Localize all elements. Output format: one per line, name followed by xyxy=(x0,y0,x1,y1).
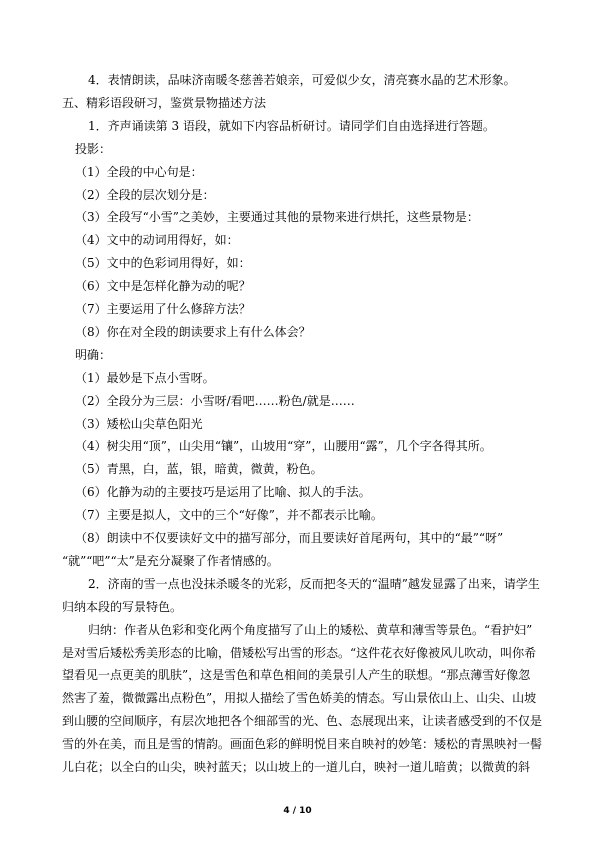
text-line: （5）文中的色彩词用得好，如： xyxy=(75,256,251,270)
text-line: 到山腰的空间顺序，有层次地把各个细部雪的光、色、态展现出来，让读者感受到的不仅是 xyxy=(62,714,543,728)
text-line: （5）青黑，白，蓝，银，暗黄，微黄，粉色。 xyxy=(75,462,323,476)
text-line: （8）你在对全段的朗读要求上有什么体会？ xyxy=(75,325,311,339)
text-line: “就”“吧”“太”是充分凝聚了作者情感的。 xyxy=(62,554,279,568)
text-line: 雪的外在美，而且是雪的情韵。画面色彩的鲜明悦目来自映衬的妙笔：矮松的青黑映衬一髻 xyxy=(62,737,543,751)
text-line: （6）文中是怎样化静为动的呢？ xyxy=(75,279,251,293)
text-line: 2．济南的雪一点也没抹杀暖冬的光彩，反而把冬天的“温晴”越发显露了出来，请学生 xyxy=(88,577,540,591)
text-line: （4）树尖用“顶”，山尖用“镶”，山坡用“穿”，山腰用“露”，几个字各得其所。 xyxy=(75,439,492,453)
page-number: 4 / 10 xyxy=(283,806,312,816)
text-line: （4）文中的动词用得好，如： xyxy=(75,233,239,247)
text-line: 投影： xyxy=(75,142,112,156)
text-line: 4．表情朗读，品味济南暖冬慈善若娘亲，可爱似少女，清亮赛水晶的艺术形象。 xyxy=(88,73,516,87)
text-line: （3）全段写“小雪”之美妙，主要通过其他的景物来进行烘托，这些景物是： xyxy=(75,210,479,224)
text-line: 然害了羞，微微露出点粉色”，用拟人描绘了雪色娇美的情态。写山景依山上、山尖、山坡 xyxy=(62,691,537,705)
text-line: （3）矮松山尖草色阳光 xyxy=(75,417,203,431)
text-line: 1．齐声诵读第 3 语段，就如下内容品析研讨。请同学们自由选择进行答题。 xyxy=(88,119,495,133)
text-line: （1）全段的中心句是： xyxy=(75,165,203,179)
text-line: （1）最妙是下点小雪呀。 xyxy=(75,371,215,385)
text-line: 望看见一点更美的肌肤”，这是雪色和草色相间的美景引人产生的联想。“那点薄雪好像忽 xyxy=(62,668,531,682)
section-heading: 五、精彩语段研习，鉴赏景物描述方法 xyxy=(62,96,267,110)
text-line: （7）主要是拟人，文中的三个“好像”，并不都表示比喻。 xyxy=(75,508,383,522)
text-line: 归纳本段的写景特色。 xyxy=(62,600,183,614)
text-line: （2）全段分为三层：小雪呀/看吧……粉色/就是…… xyxy=(75,394,355,408)
text-line: 明确： xyxy=(75,348,112,362)
text-line: （6）化静为动的主要技巧是运用了比喻、拟人的手法。 xyxy=(75,485,371,499)
text-line: 儿白花；以全白的山尖，映衬蓝天；以山坡上的一道儿白，映衬一道儿暗黄；以微黄的斜 xyxy=(62,760,531,774)
text-line: （7）主要运用了什么修辞方法？ xyxy=(75,302,251,316)
text-line: 是对雪后矮松秀美形态的比喻，借矮松写出雪的形态。“这件花衣好像被风儿吹动，叫你希 xyxy=(62,646,537,660)
text-line: （2）全段的层次划分是： xyxy=(75,188,215,202)
text-line: 归纳：作者从色彩和变化两个角度描写了山上的矮松、黄草和薄雪等景色。“看护妇” xyxy=(88,623,533,637)
text-line: （8）朗读中不仅要读好文中的描写部分，而且要读好首尾两句，其中的“最”“呀” xyxy=(75,531,504,545)
